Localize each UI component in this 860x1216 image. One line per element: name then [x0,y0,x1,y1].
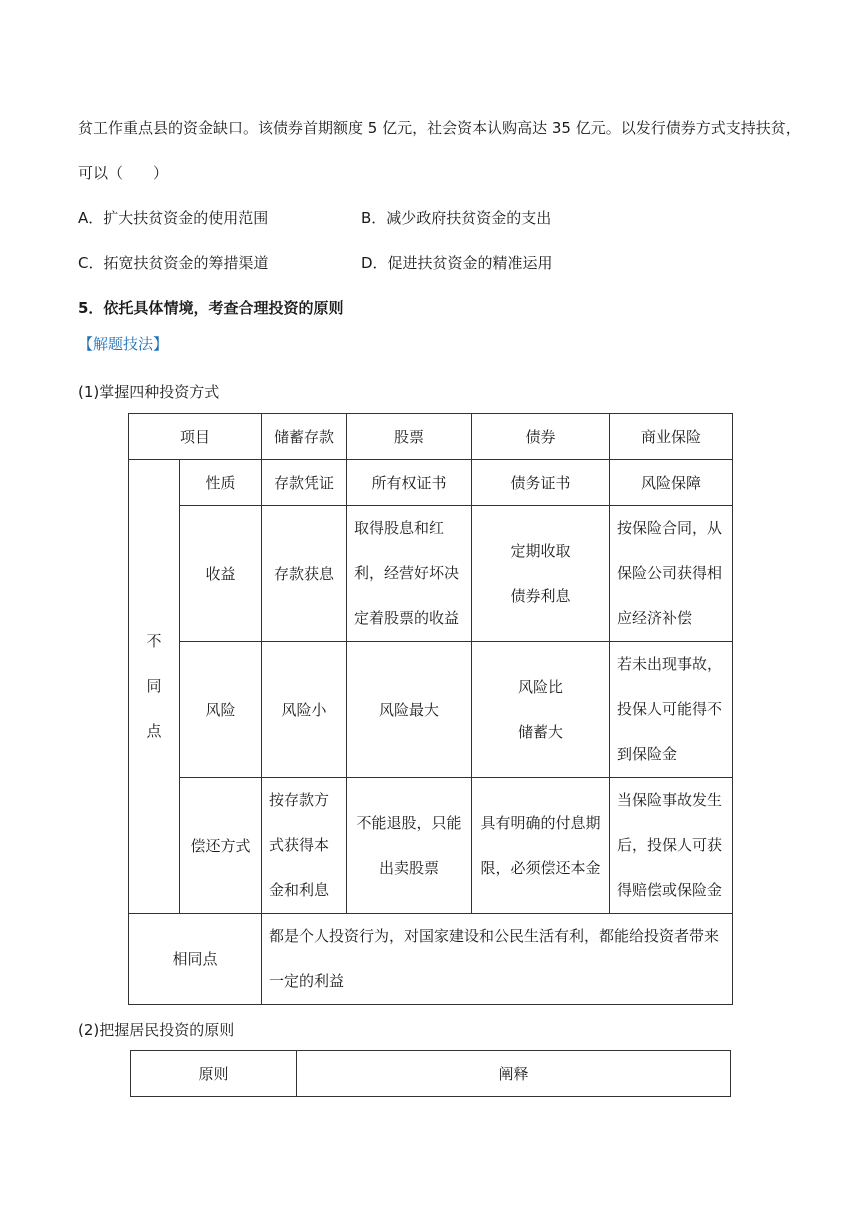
cell-line: 利，经营好坏决 [354,564,460,582]
cell-line: 定着股票的收益 [354,609,460,627]
table-cell [347,778,472,914]
cell-line: 风险比 [518,677,564,696]
cell-line: 式获得本 [269,836,330,854]
table-cell: 债务证书 [472,460,610,506]
row-label-return: 收益 [180,506,262,642]
cell-line: 到保险金 [617,745,678,763]
group-char: 点 [146,722,162,740]
cell-line: 金和利息 [269,881,330,899]
option-c: C．拓宽扶贫资金的筹措渠道 [78,254,269,272]
table-cell [262,778,347,914]
option-d: D．促进扶贫资金的精准运用 [361,254,553,272]
header-row [131,1051,731,1097]
row-label-nature: 性质 [180,460,262,506]
header-principle: 原则 [131,1051,297,1097]
table-cell [472,778,610,914]
cell-line: 不能退股，只能 [356,813,462,832]
table-row [129,506,733,642]
cell-line: 按存款方 [269,791,330,809]
table-cell [610,506,733,642]
table-cell [610,778,733,914]
option-b: B．减少政府扶贫资金的支出 [361,209,552,227]
cell-line: 取得股息和红 [354,519,445,537]
header-stock: 股票 [347,414,472,460]
table-cell [610,642,733,778]
header-row [129,414,733,460]
investment-principles-table [130,1050,731,1097]
section-5-title: 5．依托具体情境，考查合理投资的原则 [78,299,344,317]
cell-line: 都是个人投资行为，对国家建设和公民生活有利，都能给投资者带来 [269,927,720,945]
cell-line: 债券利息 [510,586,571,605]
differences-group-label [129,460,180,914]
cell-line: 限，必须偿还本金 [480,858,601,877]
cell-line: 若未出现事故， [617,655,723,673]
cell-line: 储蓄大 [518,722,564,741]
table-cell: 所有权证书 [347,460,472,506]
cell-line: 具有明确的付息期 [480,813,601,832]
part-1-title: (1)掌握四种投资方式 [78,383,220,401]
cell-line: 应经济补偿 [617,609,693,627]
table-cell [472,506,610,642]
header-insurance: 商业保险 [610,414,733,460]
investment-comparison-table [128,413,733,1005]
common-points-cell [262,914,733,1005]
group-char: 同 [146,677,162,695]
part-2-title: (2)把握居民投资的原则 [78,1021,235,1039]
cell-line: 后，投保人可获 [617,836,723,854]
cell-line: 出卖股票 [379,858,440,877]
cell-line: 投保人可能得不 [617,700,723,718]
table-row [129,460,733,506]
table-cell [347,506,472,642]
table-row [129,778,733,914]
cell-line: 定期收取 [510,541,571,560]
cell-line: 一定的利益 [269,972,345,990]
table-cell: 存款凭证 [262,460,347,506]
header-savings: 储蓄存款 [262,414,347,460]
option-a: A．扩大扶贫资金的使用范围 [78,209,269,227]
row-label-common: 相同点 [129,914,262,1005]
cell-line: 得赔偿或保险金 [617,881,723,899]
cell-line: 按保险合同，从 [617,519,723,537]
header-bond: 债券 [472,414,610,460]
row-label-repayment: 偿还方式 [180,778,262,914]
table-cell: 风险保障 [610,460,733,506]
table-cell [472,642,610,778]
table-row-common [129,914,733,1005]
method-label: 【解题技法】 [78,335,169,353]
table-cell: 风险小 [262,642,347,778]
table-cell: 风险最大 [347,642,472,778]
header-explanation: 阐释 [297,1051,731,1097]
group-char: 不 [146,632,162,650]
question-text-line-2: 可以（ ） [78,164,169,182]
question-text-line-1: 贫工作重点县的资金缺口。该债券首期额度 5 亿元，社会资本认购高达 35 亿元。以发行债券方式支持扶贫， [78,119,801,137]
table-cell: 存款获息 [262,506,347,642]
cell-line: 保险公司获得相 [617,564,723,582]
table-row [129,642,733,778]
cell-line: 当保险事故发生 [617,791,723,809]
row-label-risk: 风险 [180,642,262,778]
header-item: 项目 [129,414,262,460]
